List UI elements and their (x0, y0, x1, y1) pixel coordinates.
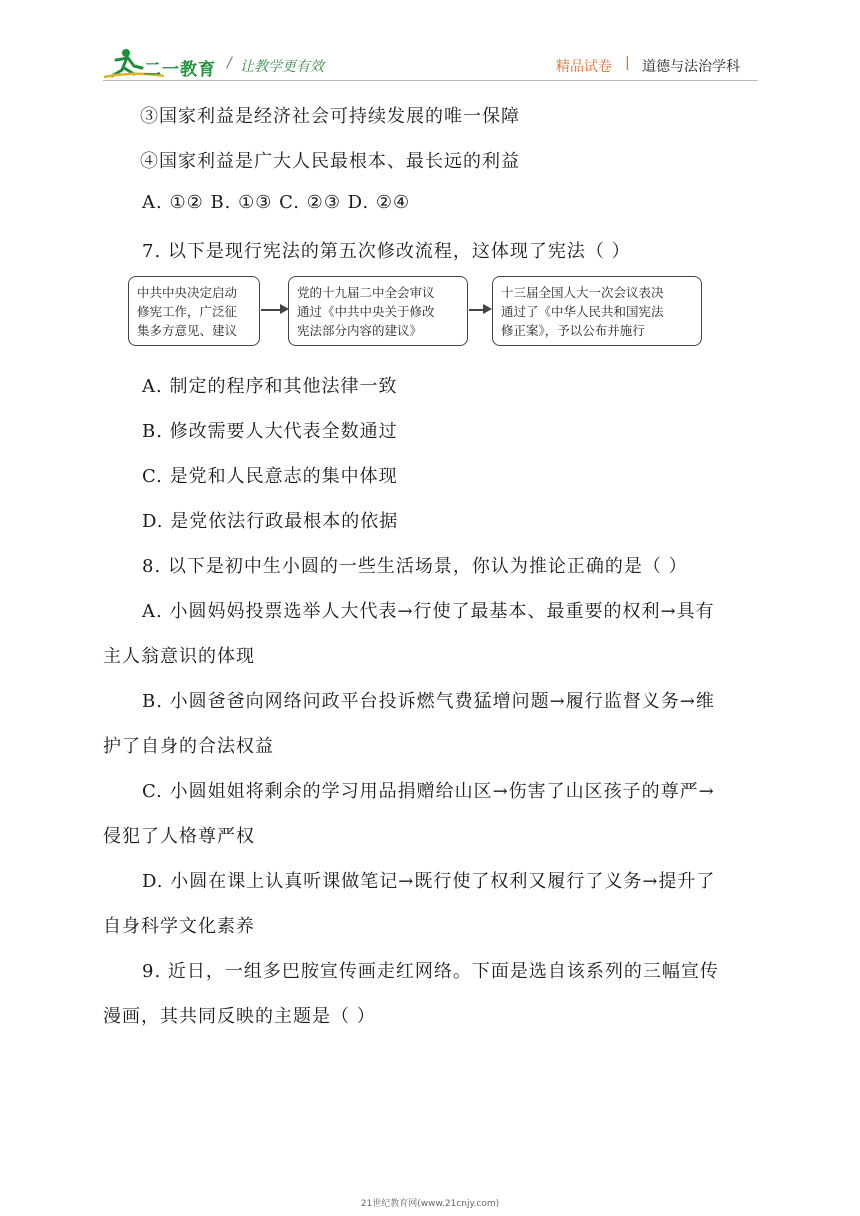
q8-option-c-cont: 侵犯了人格尊严权 (103, 826, 255, 847)
option-item-3: ③国家利益是经济社会可持续发展的唯一保障 (140, 106, 520, 127)
q8-option-d-cont: 自身科学文化素养 (103, 916, 255, 937)
flow-step-3-line: 十三届全国人大一次会议表决 (501, 285, 664, 300)
flow-step-3 (492, 276, 702, 346)
q8-option-b: B. 小圆爸爸向网络问政平台投诉燃气费猛增问题→履行监督义务→维 (142, 691, 715, 712)
option-item-4: ④国家利益是广大人民最根本、最长远的利益 (140, 151, 520, 172)
flow-step-1-line: 集多方意见、建议 (137, 323, 238, 338)
flow-step-3-line: 通过了《中华人民共和国宪法 (501, 304, 664, 319)
question-9: 9. 近日，一组多巴胺宣传画走红网络。下面是选自该系列的三幅宣传 (142, 961, 719, 982)
q8-option-c: C. 小圆姐姐将剩余的学习用品捐赠给山区→伤害了山区孩子的尊严→ (142, 781, 715, 802)
question-9-cont: 漫画，其共同反映的主题是（ ） (103, 1006, 376, 1027)
flow-step-2-line: 宪法部分内容的建议》 (297, 323, 423, 338)
slogan-slash: / (227, 55, 232, 71)
page-header (0, 0, 860, 90)
q8-option-b-cont: 护了自身的合法权益 (103, 736, 274, 757)
q7-option-a: A. 制定的程序和其他法律一致 (142, 376, 398, 397)
header-separator: | (625, 55, 630, 71)
slogan: 让教学更有效 (240, 59, 324, 75)
q7-option-d: D. 是党依法行政最根本的依据 (142, 511, 399, 532)
flow-step-2-line: 通过《中共中央关于修改 (297, 304, 435, 319)
q7-option-c: C. 是党和人民意志的集中体现 (142, 466, 398, 487)
answer-choices-q6: A. ①② B. ①③ C. ②③ D. ②④ (142, 192, 411, 213)
question-8: 8. 以下是初中生小圆的一些生活场景，你认为推论正确的是（ ） (142, 556, 688, 577)
header-subject: 道德与法治学科 (642, 59, 740, 75)
question-7: 7. 以下是现行宪法的第五次修改流程，这体现了宪法（ ） (142, 241, 631, 262)
flow-step-2-line: 党的十九届二中全会审议 (297, 285, 435, 300)
flow-step-1-line: 中共中央决定启动 (137, 285, 238, 300)
header-divider (103, 80, 758, 81)
flow-step-3-line: 修正案》，予以公布并施行 (501, 323, 645, 338)
flow-step-1 (128, 276, 260, 346)
q8-option-a: A. 小圆妈妈投票选举人大代表→行使了最基本、最重要的权利→具有 (142, 601, 715, 622)
q7-option-b: B. 修改需要人大代表全数通过 (142, 421, 398, 442)
logo-text: 二一教育 (144, 60, 216, 80)
header-category: 精品试卷 (556, 59, 612, 75)
flow-step-2 (288, 276, 468, 346)
q8-option-a-cont: 主人翁意识的体现 (103, 646, 255, 667)
amendment-flowchart (128, 276, 708, 352)
page-footer: 21世纪教育网(www.21cnjy.com) (360, 1199, 500, 1209)
q8-option-d: D. 小圆在课上认真听课做笔记→既行使了权利又履行了义务→提升了 (142, 871, 716, 892)
flow-arrowhead-2 (483, 304, 492, 314)
flow-step-1-line: 修宪工作，广泛征 (137, 304, 238, 319)
